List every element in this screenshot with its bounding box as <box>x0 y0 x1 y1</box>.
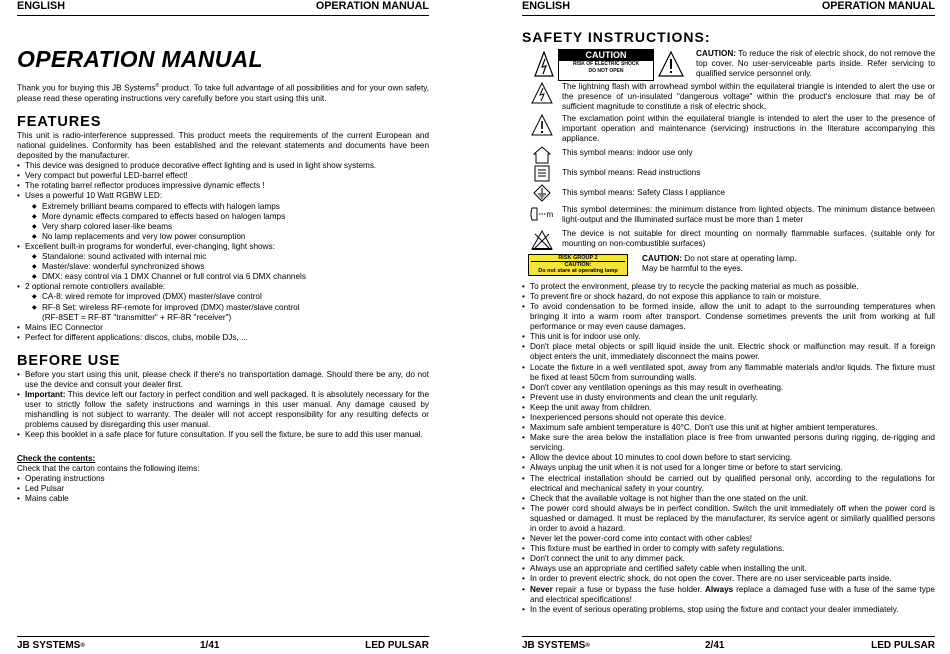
caution-text-label: CAUTION: <box>696 49 737 58</box>
list-item <box>17 191 429 241</box>
lightning-triangle-icon <box>531 82 553 104</box>
caution-sub1: RISK OF ELECTRIC SHOCK <box>572 61 640 67</box>
symbol-text: The device is not suitable for direct mounting on normally flammable surfaces. (suitable only for mounting on non-combustible surfaces) <box>562 228 935 248</box>
before-use-list <box>17 370 429 441</box>
page-2-body <box>522 29 935 615</box>
list-item <box>25 303 429 323</box>
caution-label: CAUTION <box>559 50 653 61</box>
list-item: • Check that the available voltage is not higher than the one stated on the unit. <box>522 494 935 504</box>
exclamation-triangle-icon <box>658 51 684 77</box>
list-item: ◆ No lamp replacements and very low power consumption <box>25 232 429 242</box>
intro-text-a: Thank you for buying this JB Systems <box>17 83 156 93</box>
caution-block <box>522 49 935 82</box>
never-text: repair a fuse or bypass the fuse holder. <box>552 584 705 594</box>
book-icon <box>533 165 551 182</box>
list-item: ◆ Master/slave: wonderful synchronized shows <box>25 262 429 272</box>
footer-brand <box>522 640 590 652</box>
symbol-row <box>522 165 935 183</box>
footer-brand-text: JB SYSTEMS <box>522 640 586 651</box>
remotes-sublist <box>25 292 429 322</box>
list-item: • Prevent use in dusty environments and clean the unit regularly. <box>522 393 935 403</box>
svg-text:m: m <box>546 209 554 219</box>
list-item: • The electrical installation should be carried out by qualified personal only, according to the regulations for electrical and mechanical safety in your country. <box>522 474 935 494</box>
features-intro: This unit is radio-interference suppressed. This product meets the requirements of the current European and national guidelines. Conformity has been established and the relevant statements and documents have been deposited by the manufacturer. <box>17 130 429 161</box>
list-item: ◆ More dynamic effects compared to effects based on halogen lamps <box>25 212 429 222</box>
risk-group-caution: CAUTION: <box>564 262 592 269</box>
manual-page-1 <box>17 0 429 654</box>
list-item: • Inexperienced persons should not operate this device. <box>522 413 935 423</box>
list-item: • To avoid condensation to be formed inside, allow the unit to adapt to the surrounding temperatures when bringing it into a warm room after transport. Condense sometimes prevents the unit from working at full performance or may even cause damages. <box>522 302 935 332</box>
risk-group-label <box>528 254 628 276</box>
list-item: • Always use an appropriate and certified safety cable when installing the unit. <box>522 564 935 574</box>
page-title: SAFETY INSTRUCTIONS: <box>522 29 711 45</box>
list-item: • Don't connect the unit to any dimmer pack. <box>522 554 935 564</box>
list-item: • In order to prevent electric shock, do not open the cover. There are no user serviceable parts inside. <box>522 574 935 584</box>
feature-remotes: 2 optional remote controllers available: <box>25 282 166 292</box>
list-item: • Led Pulsar <box>17 484 429 494</box>
footer-product: LED PULSAR <box>365 640 429 651</box>
list-item: • Mains IEC Connector <box>17 323 429 333</box>
list-item: • Don't cover any ventilation openings as this may result in overheating. <box>522 383 935 393</box>
rf8-set-text: RF-8 Set: wireless RF-remote for improved (DMX) master/slave control <box>42 302 300 312</box>
list-item: • Operating instructions <box>17 474 429 484</box>
risk-caution-label: CAUTION: <box>642 253 683 263</box>
contents-list <box>17 474 429 504</box>
list-item: • Never let the power-cord come into contact with other cables! <box>522 534 935 544</box>
list-item: ◆ CA-8: wired remote for improved (DMX) master/slave control <box>25 292 429 302</box>
page-footer <box>522 636 935 651</box>
caution-label-box <box>558 49 654 81</box>
symbol-text: The exclamation point within the equilateral triangle is intended to alert the user to the presence of important operation and maintenance (servicing) instructions in the literature accompanying this appliance. <box>562 114 935 144</box>
list-item: • Locate the fixture in a well ventilated spot, away from any flammable materials and/or liquids. The fixture must be fixed at least 50cm from surrounding walls. <box>522 363 935 383</box>
manual-page-2 <box>522 0 935 654</box>
led-sublist <box>25 202 429 242</box>
never-label: Never <box>530 584 553 594</box>
check-contents-heading: Check the contents: <box>17 453 96 463</box>
important-label: Important: <box>25 390 66 400</box>
caution-text <box>696 49 935 79</box>
footer-product: LED PULSAR <box>871 640 935 651</box>
list-item: • Maximum safe ambient temperature is 40°C. Don't use this unit at higher ambient temperatures. <box>522 423 935 433</box>
page-header <box>17 0 429 16</box>
list-item: • Don't place metal objects or spill liquid inside the unit. Electric shock or malfunction may result. If a foreign object enters the unit, immediately disconnect the mains power. <box>522 342 935 362</box>
list-item: • In the event of serious operating problems, stop using the fixture and contact your dealer immediately. <box>522 605 935 615</box>
features-heading: FEATURES <box>17 113 102 130</box>
header-title: OPERATION MANUAL <box>315 0 429 12</box>
feature-led: Uses a powerful 10 Watt RGBW LED: <box>25 191 163 201</box>
footer-brand <box>17 640 85 652</box>
list-item: • Keep the unit away from children. <box>522 403 935 413</box>
programs-sublist <box>25 252 429 282</box>
rf8-set-detail: (RF-8SET = RF-8T "transmitter" + RF-8R "receiver") <box>42 312 232 322</box>
list-item: ◆ Very sharp colored laser-like beams <box>25 222 429 232</box>
risk-group-text <box>642 254 935 274</box>
list-item: • Make sure the area below the installation place is free from unwanted persons during rigging, de-rigging and servicing. <box>522 433 935 453</box>
list-item: ◆ DMX: easy control via 1 DMX Channel or full control via 6 DMX channels <box>25 272 429 282</box>
symbol-text: This symbol means: Read instructions <box>562 167 701 177</box>
always-text: replace a damaged fuse with a fuse of the same type and electrical specifications! <box>530 584 935 604</box>
list-item: • This fixture must be earthed in order to comply with safety regulations. <box>522 544 935 554</box>
list-item: • This unit is for indoor use only. <box>522 332 935 342</box>
footer-brand-text: JB SYSTEMS <box>17 640 81 651</box>
list-item: ◆ Standalone: sound activated with internal mic <box>25 252 429 262</box>
list-item: • Very compact but powerful LED-barrel effect! <box>17 171 429 181</box>
header-title: OPERATION MANUAL <box>821 0 935 12</box>
house-icon <box>533 146 551 164</box>
list-item: • Before you start using this unit, please check if there's no transportation damage. Should there be any, do not use the device and consult your dealer first. <box>17 370 429 390</box>
exclamation-triangle-icon <box>531 114 553 136</box>
intro-paragraph <box>17 81 429 104</box>
safety-list <box>522 282 935 615</box>
symbol-row <box>522 146 935 164</box>
lightning-triangle-icon <box>534 51 554 77</box>
page-1-body <box>17 46 429 504</box>
list-item <box>522 585 935 605</box>
risk-group-warning: Do not stare at operating lamp <box>538 268 618 275</box>
risk-group-block <box>522 254 935 278</box>
list-item: • Keep this booklet in a safe place for future consultation. If you sell the fixture, be sure to add this user manual. <box>17 430 429 440</box>
registered-mark: ® <box>585 643 590 649</box>
list-item <box>17 282 429 322</box>
distance-icon <box>529 205 555 223</box>
registered-mark: ® <box>80 643 85 649</box>
page-footer <box>17 636 429 651</box>
symbol-text: This symbol means: indoor use only <box>562 147 693 157</box>
symbol-row <box>522 205 935 225</box>
symbol-row <box>522 184 935 203</box>
risk-caution-text-2: May be harmful to the eyes. <box>642 263 744 273</box>
symbol-row <box>522 229 935 251</box>
list-item: • The power cord should always be in perfect condition. Switch the unit immediately off when the power cord is squashed or damaged. It must be replaced by the manufacturer, its service agent or similarly qualified persons in order to avoid a hazard. <box>522 504 935 534</box>
check-contents-intro: Check that the carton contains the following items: <box>17 463 200 473</box>
page-header <box>522 0 935 16</box>
page-title: OPERATION MANUAL <box>17 46 263 72</box>
features-list <box>17 161 429 343</box>
symbol-row <box>522 82 935 112</box>
before-use-heading: BEFORE USE <box>17 352 121 369</box>
header-language: ENGLISH <box>17 0 65 12</box>
always-label: Always <box>704 584 734 594</box>
ground-icon <box>533 184 551 202</box>
list-item: • Always unplug the unit when it is not used for a longer time or before to start servicing. <box>522 463 935 473</box>
list-item: • The rotating barrel reflector produces impressive dynamic effects ! <box>17 181 429 191</box>
caution-sub2: DO NOT OPEN <box>588 67 624 74</box>
risk-group-inner <box>531 261 625 275</box>
list-item: • Mains cable <box>17 494 429 504</box>
list-item: • Allow the device about 10 minutes to cool down before to start servicing. <box>522 453 935 463</box>
footer-page-number: 2/41 <box>705 640 725 651</box>
risk-caution-text: Do not stare at operating lamp. <box>682 253 797 263</box>
caution-text-body: To reduce the risk of electric shock, do not remove the top cover. No user-serviceable parts inside. Refer servicing to qualified service personnel only. <box>696 49 935 79</box>
symbol-text: This symbol means: Safety Class I appliance <box>562 187 725 197</box>
risk-group-title: RISK GROUP 2 <box>558 254 598 261</box>
symbol-row <box>522 114 935 144</box>
important-text: This device left our factory in perfect condition and well packaged. It is absolutely necessary for the user to strictly follow the safety instructions and warnings in this user manual. Any damage caused by mishandling is not subject to warranty. The dealer will not accept responsibility for any resulting defects or problems caused by disregarding this user manual. <box>25 390 429 430</box>
symbol-text: The lightning flash with arrowhead symbol within the equilateral triangle is intended to alert the use or the presence of un-insulated "dangerous voltage" within the product's enclosure that may be of sufficient magnitude to constitute a risk of electric shock. <box>562 82 935 112</box>
list-item <box>17 390 429 430</box>
header-language: ENGLISH <box>522 0 570 12</box>
list-item: • To protect the environment, please try to recycle the packing material as much as possible. <box>522 282 935 292</box>
list-item <box>17 242 429 282</box>
list-item: • This device was designed to produce decorative effect lighting and is used in light show systems. <box>17 161 429 171</box>
flammable-surface-icon <box>530 229 554 251</box>
registered-mark: ® <box>155 83 160 89</box>
footer-page-number: 1/41 <box>200 640 220 651</box>
list-item: ◆ Extremely brilliant beams compared to effects with halogen lamps <box>25 202 429 212</box>
list-item: • To prevent fire or shock hazard, do not expose this appliance to rain or moisture. <box>522 292 935 302</box>
list-item: • Perfect for different applications: discos, clubs, mobile DJs, ... <box>17 333 429 343</box>
feature-programs: Excellent built-in programs for wonderful, ever-changing, light shows: <box>25 241 275 251</box>
intro-text-b: product. To take full advantage of all possibilities and for your own safety, please read these operating instructions very carefully before you start using this unit. <box>17 83 429 103</box>
symbol-text: This symbol determines: the minimum distance from lighted objects. The minimum distance between light-output and the illuminated surface must be more than 1 meter <box>562 204 935 224</box>
